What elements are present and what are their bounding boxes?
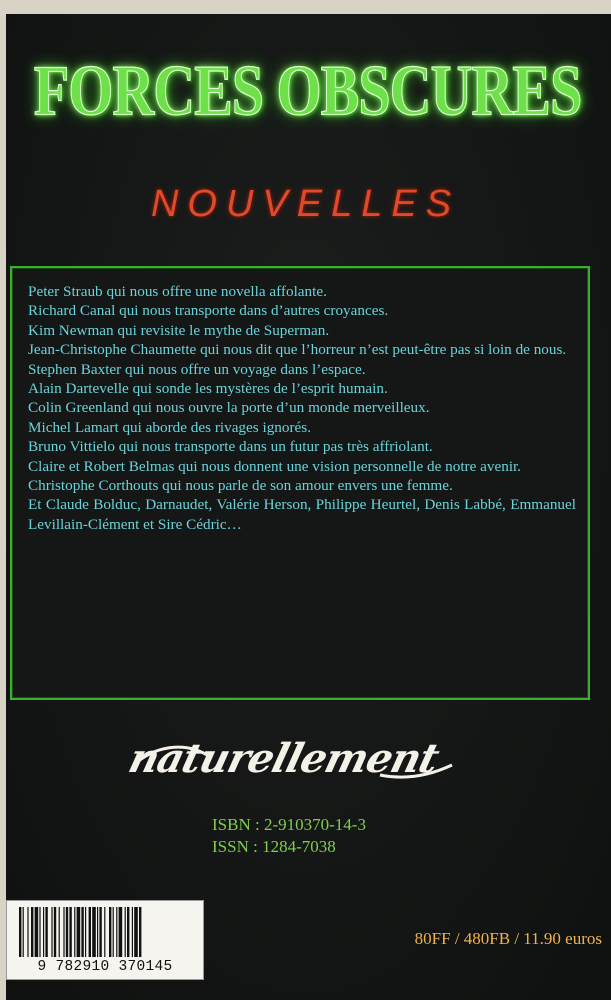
- publisher-logo: [124, 735, 460, 805]
- publisher-name: naturellement: [124, 735, 444, 782]
- barcode-bar: [74, 907, 75, 957]
- barcode-bar: [109, 907, 111, 957]
- barcode-bar: [116, 907, 117, 957]
- book-subtitle: NOUVELLES: [150, 183, 461, 225]
- isbn-block: [212, 814, 472, 858]
- blurb-line: Stephen Baxter qui nous offre un voyage dans l’espace.: [28, 360, 366, 378]
- barcode-bar: [63, 907, 64, 957]
- blurb-frame: [10, 266, 590, 700]
- blurb-line: Kim Newman qui revisite le mythe de Superman.: [28, 321, 330, 339]
- barcode-bar: [66, 907, 68, 957]
- barcode-bar: [127, 907, 129, 957]
- barcode-bar: [81, 907, 83, 957]
- barcode-bars-icon: [7, 901, 203, 959]
- barcode-bar: [51, 907, 52, 957]
- barcode-bar: [125, 907, 126, 957]
- blurb-line: Michel Lamart qui aborde des rivages ignorés.: [28, 418, 311, 436]
- barcode-bar: [89, 907, 91, 957]
- barcode-bar: [19, 907, 21, 957]
- barcode-bar: [85, 907, 86, 957]
- barcode-bar: [23, 907, 24, 957]
- barcode-bar: [27, 907, 28, 957]
- cover-edge-top: [0, 0, 611, 14]
- blurb-line: Et Claude Bolduc, Darnaudet, Valérie Herson, Philippe Heurtel, Denis Labbé, Emmanuel Levillain-Clément et Sire Cédric…: [28, 496, 576, 533]
- blurb-line: Richard Canal qui nous transporte dans d’autres croyances.: [28, 302, 389, 320]
- blurb-line: Peter Straub qui nous offre une novella affolante.: [28, 283, 327, 300]
- barcode-bar: [132, 907, 133, 957]
- barcode-bar: [97, 907, 98, 957]
- barcode-bar: [119, 907, 123, 957]
- blurb-line: Claire et Robert Belmas qui nous donnent une vision personnelle de notre avenir.: [28, 457, 522, 475]
- barcode: [6, 900, 204, 980]
- barcode-bar: [139, 907, 141, 957]
- issn-text: ISSN : 1284-7038: [212, 837, 336, 856]
- price-text: 80FF / 480FB / 11.90 euros: [414, 929, 602, 948]
- barcode-bar: [31, 907, 33, 957]
- barcode-bar: [39, 907, 40, 957]
- publisher-swash-icon: [130, 735, 460, 805]
- barcode-bar: [134, 907, 138, 957]
- barcode-bar: [59, 907, 60, 957]
- blurb-line: Colin Greenland qui nous ouvre la porte d’un monde merveilleux.: [28, 399, 430, 417]
- barcode-bar: [77, 907, 81, 957]
- barcode-bar: [69, 907, 71, 957]
- cover-edge-left: [0, 0, 6, 1000]
- barcode-bar: [104, 907, 105, 957]
- blurb-line: Bruno Vittielo qui nous transporte dans un futur pas très affriolant.: [28, 438, 433, 456]
- barcode-number: 9 782910 370145: [37, 959, 173, 975]
- barcode-bar: [99, 907, 101, 957]
- blurb-line: Alain Dartevelle qui sonde les mystères de l’esprit humain.: [28, 380, 388, 398]
- isbn-text: ISBN : 2-910370-14-3: [212, 815, 366, 834]
- barcode-bar: [54, 907, 56, 957]
- barcode-bar: [35, 907, 39, 957]
- barcode-bar: [113, 907, 114, 957]
- barcode-bar: [45, 907, 47, 957]
- barcode-bar: [43, 907, 44, 957]
- blurb-line: Jean-Christophe Chaumette qui nous dit que l’horreur n’est peut-être pas si loin de nous.: [28, 341, 567, 359]
- book-title: FORCES OBSCURES: [33, 49, 582, 131]
- blurb-line: Christophe Corthouts qui nous parle de son amour envers une femme.: [28, 477, 453, 495]
- barcode-bar: [92, 907, 96, 957]
